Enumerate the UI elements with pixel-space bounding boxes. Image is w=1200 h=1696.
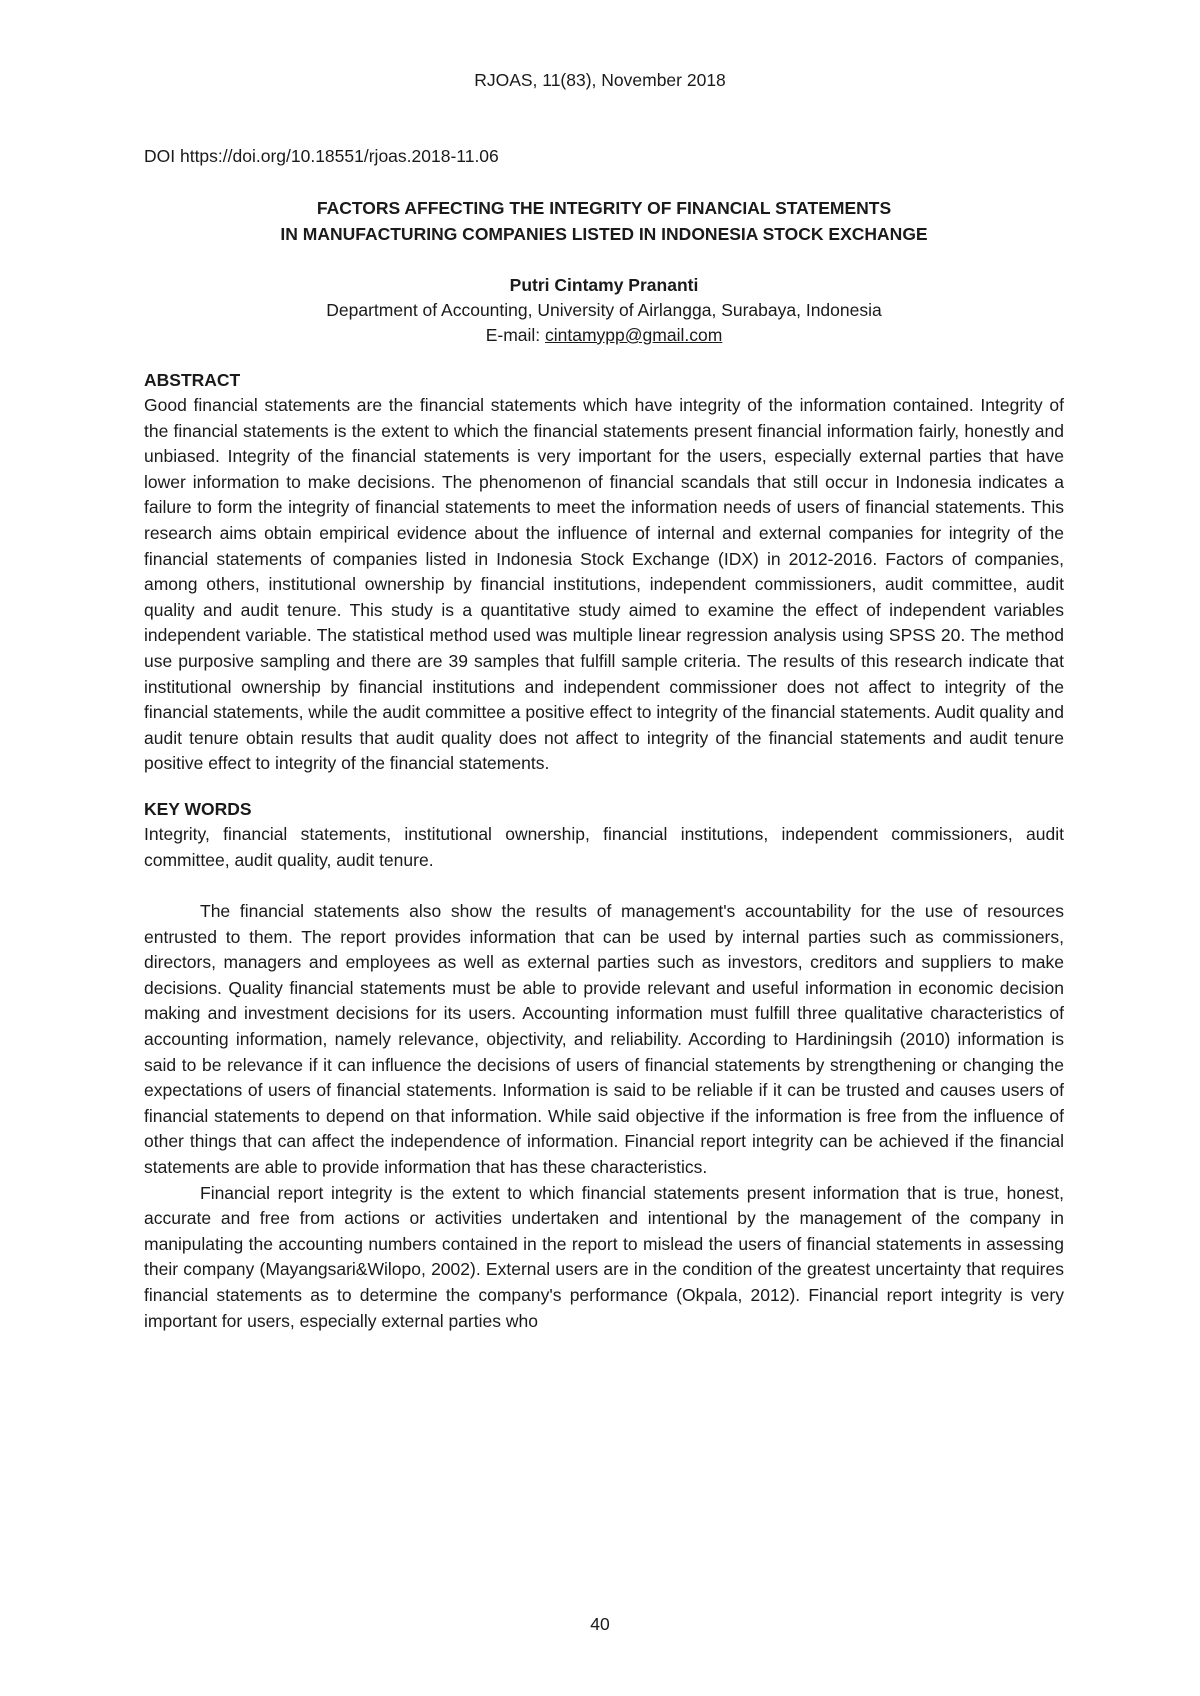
keywords-heading: KEY WORDS [144,798,252,819]
author-affiliation: Department of Accounting, University of Airlangga, Surabaya, Indonesia [326,300,882,320]
paper-title-line-2: IN MANUFACTURING COMPANIES LISTED IN INDONESIA STOCK EXCHANGE [280,224,928,244]
author-name: Putri Cintamy Prananti [509,275,699,295]
keywords-text: Integrity, financial statements, institutional ownership, financial institutions, independent commissioners, audit committee, audit quality, audit tenure. [144,823,1064,870]
page-content [144,145,1064,1334]
author-email-line [144,323,1064,348]
paper-title-line-1: FACTORS AFFECTING THE INTEGRITY OF FINANCIAL STATEMENTS [316,198,892,218]
email-label: E-mail: [485,325,546,345]
page-number: 40 [590,1614,610,1634]
abstract-heading: ABSTRACT [144,370,241,390]
author-block [144,273,1064,348]
running-header: RJOAS, 11(83), November 2018 [474,70,726,90]
abstract-text: Good financial statements are the financial statements which have integrity of the information contained. Integrity of the financial statements is the extent to which the financial statements present financial information fairly, honestly and unbiased. Integrity of the financial statements is very important for the users, especially external parties that have lower information to make decisions. The phenomenon of financial scandals that still occur in Indonesia indicates a failure to form the integrity of financial statements to meet the information needs of users of financial statements. This research aims obtain empirical evidence about the influence of internal and external companies for integrity of the financial statements of companies listed in Indonesia Stock Exchange (IDX) in 2012-2016. Factors of companies, among others, institutional ownership by financial institutions, independent commissioners, audit committee, audit quality and audit tenure. This study is a quantitative study aimed to examine the effect of independent variables independent variable. The statistical method used was multiple linear regression analysis using SPSS 20. The method use purposive sampling and there are 39 samples that fulfill sample criteria. The results of this research indicate that institutional ownership by financial institutions and independent commissioner does not affect to integrity of the financial statements, while the audit committee a positive effect to integrity of the financial statements. Audit quality and audit tenure obtain results that audit quality does not affect to integrity of the financial statements and audit tenure positive effect to integrity of the financial statements. [144,395,1064,774]
doi-line: DOI https://doi.org/10.18551/rjoas.2018-11.06 [144,146,499,166]
body-paragraph-2: Financial report integrity is the extent to which financial statements present information that is true, honest, accurate and free from actions or activities undertaken and intentional by the management of the company in manipulating the accounting numbers contained in the report to mislead the users of financial statements in assessing their company (Mayangsari&Wilopo, 2002). External users are in the condition of the greatest uncertainty that requires financial statements as to determine the company's performance (Okpala, 2012). Financial report integrity is very important for users, especially external parties who [144,1182,1064,1331]
paper-title [144,195,1064,247]
email-link[interactable]: cintamypp@gmail.com [545,325,723,345]
body-paragraph-1: The financial statements also show the results of management's accountability for the use of resources entrusted to them. The report provides information that can be used by internal parties such as commissioners, directors, managers and employees as well as external parties such as investors, creditors and suppliers to make decisions. Quality financial statements must be able to provide relevant and useful information in economic decision making and investment decisions for its users. Accounting information must fulfill three qualitative characteristics of accounting information, namely relevance, objectivity, and reliability. According to Hardiningsih (2010) information is said to be relevance if it can influence the decisions of users of financial statements by strengthening or changing the expectations of users of financial statements. Information is said to be reliable if it can be trusted and causes users of financial statements to depend on that information. While said objective if the information is free from the influence of other things that can affect the independence of information. Financial report integrity can be achieved if the financial statements are able to provide information that has these characteristics. [144,901,1064,1178]
